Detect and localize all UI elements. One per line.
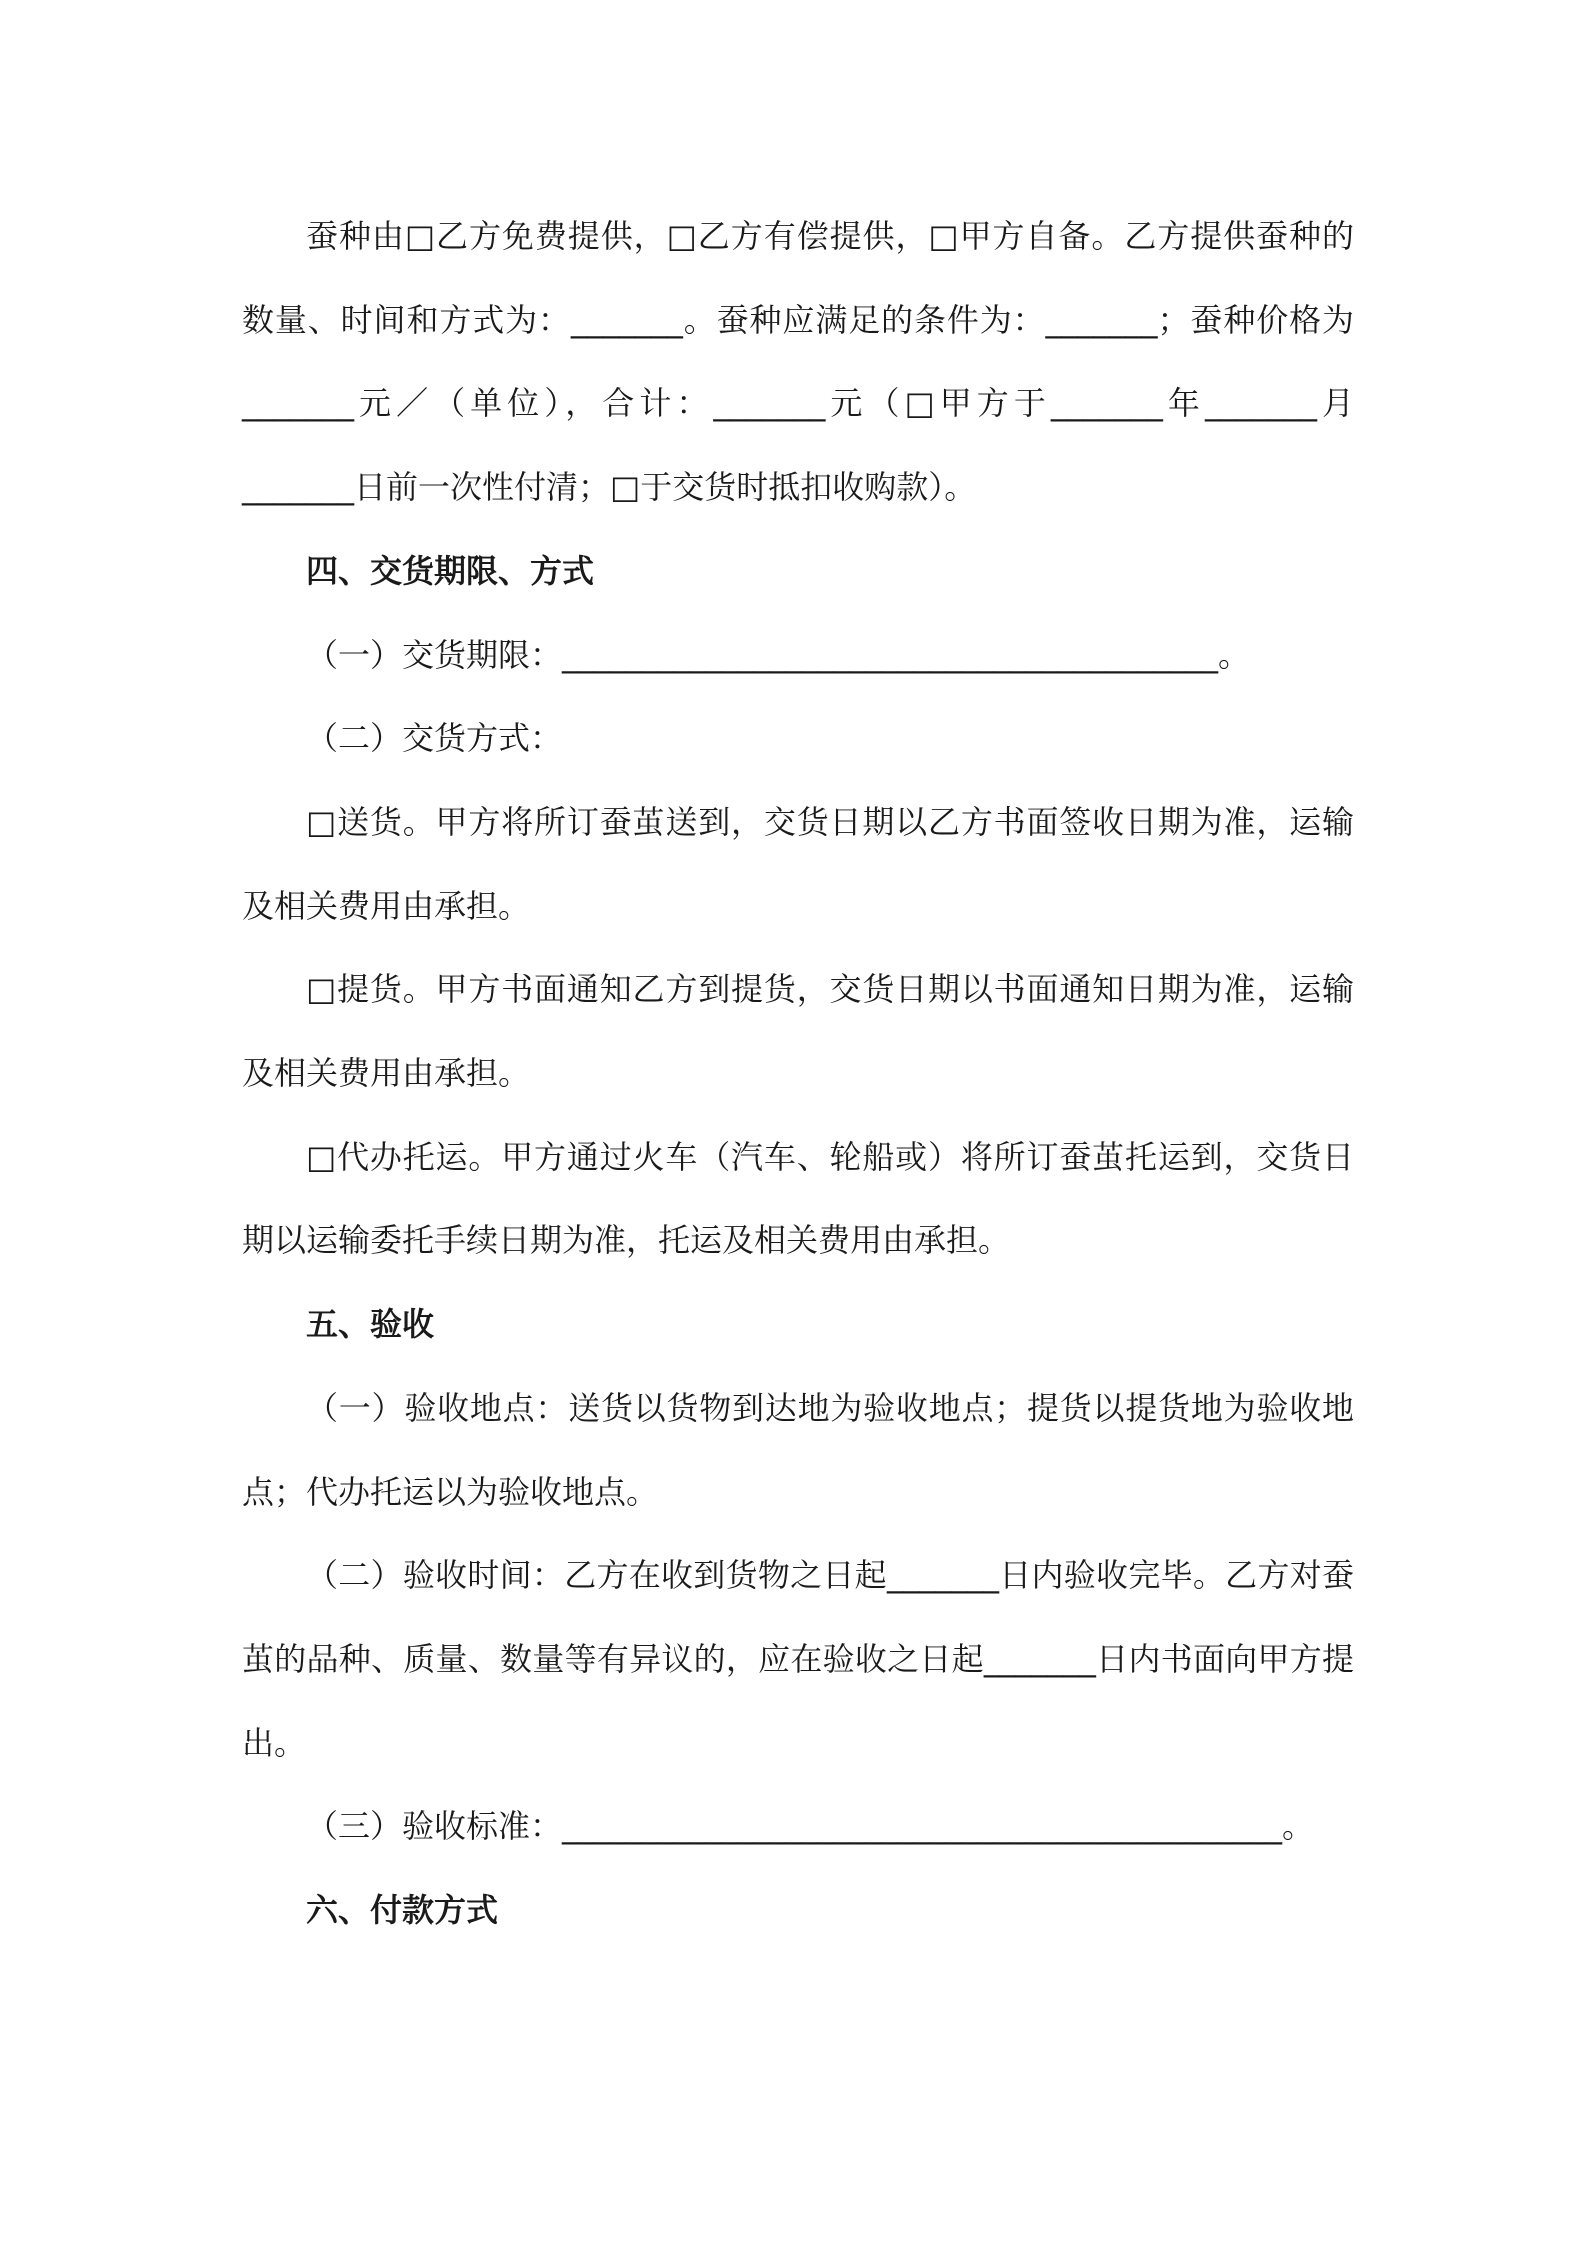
delivery-method-paragraph: （二）交货方式： <box>306 719 563 758</box>
section-heading-payment: 六、付款方式 <box>306 1891 499 1930</box>
acceptance-location-paragraph: （一）验收地点：送货以货物到达地为验收地点；提货以提货地为验收地点；代办托运以为验收地点。 <box>242 1388 1354 1511</box>
delivery-deadline-paragraph: （一）交货期限：_________________________________________。 <box>306 635 1251 674</box>
section-heading-acceptance: 五、验收 <box>306 1305 435 1344</box>
acceptance-time-paragraph: （二）验收时间：乙方在收到货物之日起_______日内验收完毕。乙方对蚕茧的品种、质量、数量等有异议的，应在验收之日起_______日内书面向甲方提出。 <box>242 1556 1354 1762</box>
delivery-option-consign: □代办托运。甲方通过火车（汽车、轮船或）将所订蚕茧托运到，交货日期以运输委托手续日期为准，托运及相关费用由承担。 <box>242 1137 1354 1260</box>
delivery-option-pickup: □提货。甲方书面通知乙方到提货，交货日期以书面通知日期为准，运输及相关费用由承担。 <box>242 970 1354 1093</box>
section-heading-delivery: 四、交货期限、方式 <box>306 551 595 590</box>
delivery-option-send: □送货。甲方将所订蚕茧送到，交货日期以乙方书面签收日期为准，运输及相关费用由承担。 <box>242 802 1354 925</box>
contract-body <box>242 195 1354 1953</box>
acceptance-standard-paragraph: （三）验收标准：_____________________________________________。 <box>306 1807 1315 1846</box>
silkworm-egg-supply-paragraph: 蚕种由□乙方免费提供，□乙方有偿提供，□甲方自备。乙方提供蚕种的数量、时间和方式为：_______。蚕种应满足的条件为：_______；蚕种价格为_______元／（单位），合计：_______元（□甲方于_______年_______月_______日前一次性付清；□于交货时抵扣收购款）。 <box>242 217 1354 507</box>
